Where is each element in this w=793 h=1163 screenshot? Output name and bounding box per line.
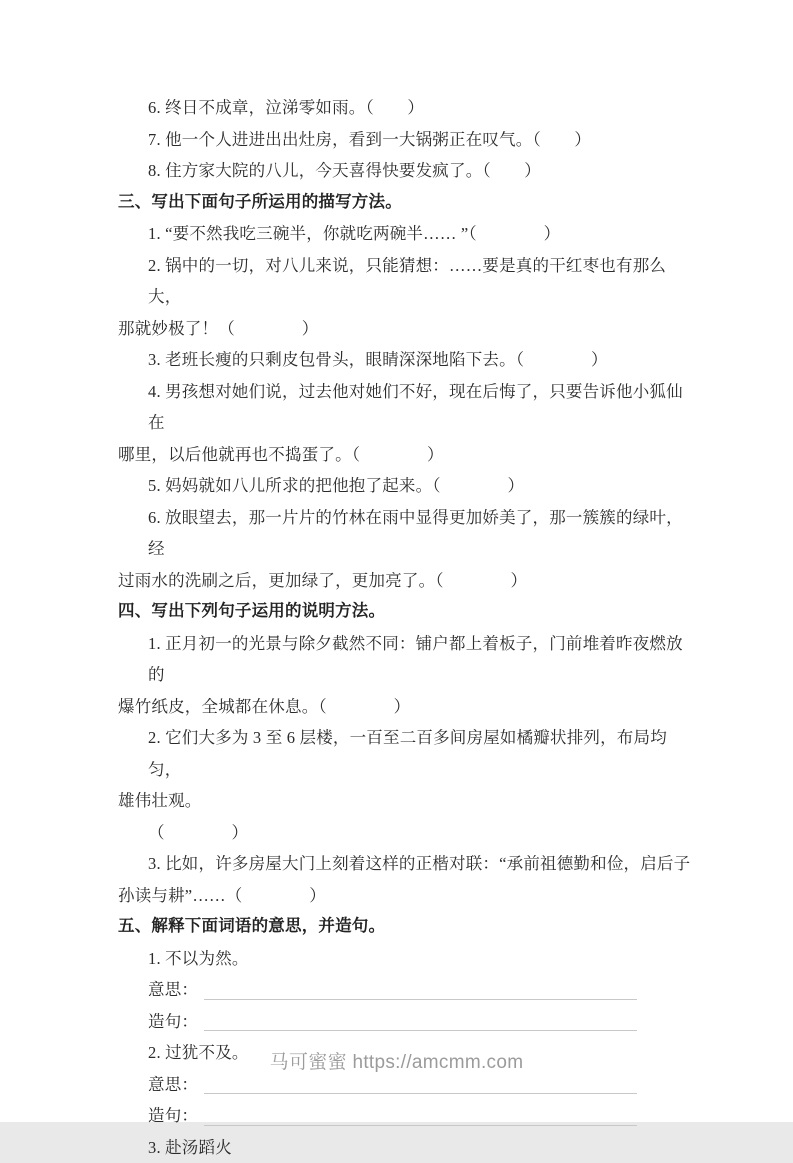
section-4-question-2-line-2: 雄伟壮观。: [118, 785, 698, 817]
section-3-question-6-line-2: 过雨水的洗刷之后，更加绿了，更加亮了。（ ）: [118, 565, 698, 597]
section-3-question-4-line-2: 哪里，以后他就再也不捣蛋了。（ ）: [118, 439, 698, 471]
term-2-sentence-row: [118, 1100, 698, 1132]
question-line-8: 8. 住方家大院的八儿，今天喜得快要发疯了。（ ）: [118, 155, 698, 187]
question-line-6: 6. 终日不成章，泣涕零如雨。（ ）: [118, 92, 698, 124]
section-5-term-1: 1. 不以为然。: [118, 943, 698, 975]
section-3-question-1: 1. “要不然我吃三碗半，你就吃两碗半…… ”（ ）: [118, 218, 698, 250]
section-4-question-3-line-2: 孙读与耕”……（ ）: [118, 880, 698, 912]
section-4-question-2-line-1: 2. 它们大多为 3 至 6 层楼，一百至二百多间房屋如橘瓣状排列，布局均匀，: [118, 722, 698, 785]
section-3-question-2-line-1: 2. 锅中的一切，对八儿来说，只能猜想：……要是真的干红枣也有那么大，: [118, 250, 698, 313]
section-4-question-1-line-2: 爆竹纸皮，全城都在休息。（ ）: [118, 691, 698, 723]
term-1-sentence-row: [118, 1006, 698, 1038]
section-3-question-3: 3. 老班长瘦的只剩皮包骨头，眼睛深深地陷下去。（ ）: [118, 344, 698, 376]
section-4-heading: 四、写出下列句子运用的说明方法。: [118, 596, 698, 628]
site-name: 马可蜜蜜: [270, 1052, 347, 1073]
sentence-label: 造句：: [148, 1006, 198, 1038]
section-4-question-1-line-1: 1. 正月初一的光景与除夕截然不同：铺户都上着板子，门前堆着昨夜燃放的: [118, 628, 698, 691]
meaning-answer-blank[interactable]: [198, 974, 637, 1006]
sentence-label: 造句：: [148, 1100, 198, 1132]
section-5-term-2: 2. 过犹不及。: [118, 1037, 698, 1069]
sentence-answer-blank[interactable]: [198, 1100, 637, 1132]
meaning-label: 意思：: [148, 974, 198, 1006]
section-4-question-3-line-1: 3. 比如，许多房屋大门上刻着这样的正楷对联：“承前祖德勤和俭，启后子: [118, 848, 698, 880]
meaning-label: 意思：: [148, 1069, 198, 1101]
worksheet-content: [118, 92, 698, 1163]
sentence-answer-blank[interactable]: [198, 1006, 637, 1038]
section-3-question-4-line-1: 4. 男孩想对她们说，过去他对她们不好，现在后悔了，只要告诉他小狐仙在: [118, 376, 698, 439]
section-3-heading: 三、写出下面句子所运用的描写方法。: [118, 187, 698, 219]
site-watermark: [0, 1048, 793, 1078]
section-3-question-6-line-1: 6. 放眼望去，那一片片的竹林在雨中显得更加娇美了，那一簇簇的绿叶，经: [118, 502, 698, 565]
section-4-question-2-answer-parens: （ ）: [118, 817, 698, 849]
section-3-question-2-line-2: 那就妙极了！（ ）: [118, 313, 698, 345]
section-5-term-3: 3. 赴汤蹈火: [118, 1132, 698, 1163]
question-line-7: 7. 他一个人进进出出灶房，看到一大锅粥正在叹气。（ ）: [118, 124, 698, 156]
section-5-heading: 五、解释下面词语的意思，并造句。: [118, 911, 698, 943]
site-url: https://amcmm.com: [352, 1052, 523, 1073]
term-1-meaning-row: [118, 974, 698, 1006]
section-3-question-5: 5. 妈妈就如八儿所求的把他抱了起来。（ ）: [118, 470, 698, 502]
